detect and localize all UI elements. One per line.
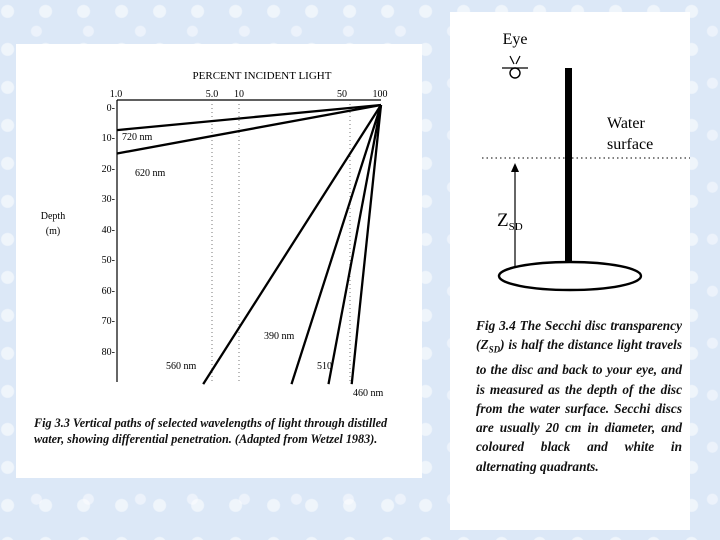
figure-3-3-caption: Fig 3.3 Vertical paths of selected wavelengths of light through distilled water, showing differential penetration. (Adapted from Wetzel 1983). (34, 416, 388, 446)
y-tick-label: 50- (101, 255, 115, 266)
y-tick-label: 40- (101, 225, 115, 236)
figure-3-3-panel (16, 44, 422, 478)
secchi-disc-diagram (450, 12, 690, 312)
y-tick-label: 10- (101, 133, 115, 144)
y-tick-label: 30- (101, 194, 115, 205)
x-tick-label: 1.0 (109, 89, 123, 100)
eye-icon (502, 56, 528, 78)
y-tick-label: 0- (106, 103, 115, 114)
zsd-label: $Z_{SD}$ (497, 210, 523, 233)
x-tick-label: 100 (372, 89, 388, 100)
series-line-1 (117, 105, 381, 154)
series-line-0 (117, 105, 381, 130)
secchi-disc (499, 262, 641, 290)
y-axis-label: Depth (40, 211, 66, 222)
depth-arrow (511, 163, 519, 277)
series-label-510: 510 (317, 361, 332, 372)
x-tick-label: 10 (234, 89, 244, 100)
chart-title: PERCENT INCIDENT LIGHT (192, 70, 332, 82)
figure-3-4-panel (450, 12, 690, 530)
y-tick-label: 20- (101, 164, 115, 175)
series-label-390: 390 nm (264, 331, 295, 342)
series-label-620: 620 nm (135, 168, 166, 179)
water-label: Water (607, 115, 645, 132)
eye-label: Eye (502, 31, 528, 48)
y-tick-label: 80- (101, 347, 115, 358)
series-line-5 (352, 105, 381, 384)
secchi-line (565, 68, 572, 286)
series-label-720: 720 nm (122, 132, 153, 143)
y-tick-label: 60- (101, 286, 115, 297)
x-tick-label: 50 (337, 89, 347, 100)
series-label-560: 560 nm (166, 361, 197, 372)
y-axis-label: (m) (45, 226, 61, 237)
light-penetration-chart (16, 44, 422, 478)
y-tick-label: 70- (101, 316, 115, 327)
figure-3-4-caption: Fig 3.4 The Secchi disc transparency $(Z_{SD})$ is half the distance light travels to the disc and back to your eye, and is measured as the depth of the disc from the water surface. Secchi discs are usually 20 cm in diameter, and coloured black and white in alternating quadrants. (476, 318, 682, 474)
series-label-460: 460 nm (353, 388, 384, 399)
surface-label: surface (607, 136, 654, 153)
x-tick-label: 5.0 (205, 89, 219, 100)
